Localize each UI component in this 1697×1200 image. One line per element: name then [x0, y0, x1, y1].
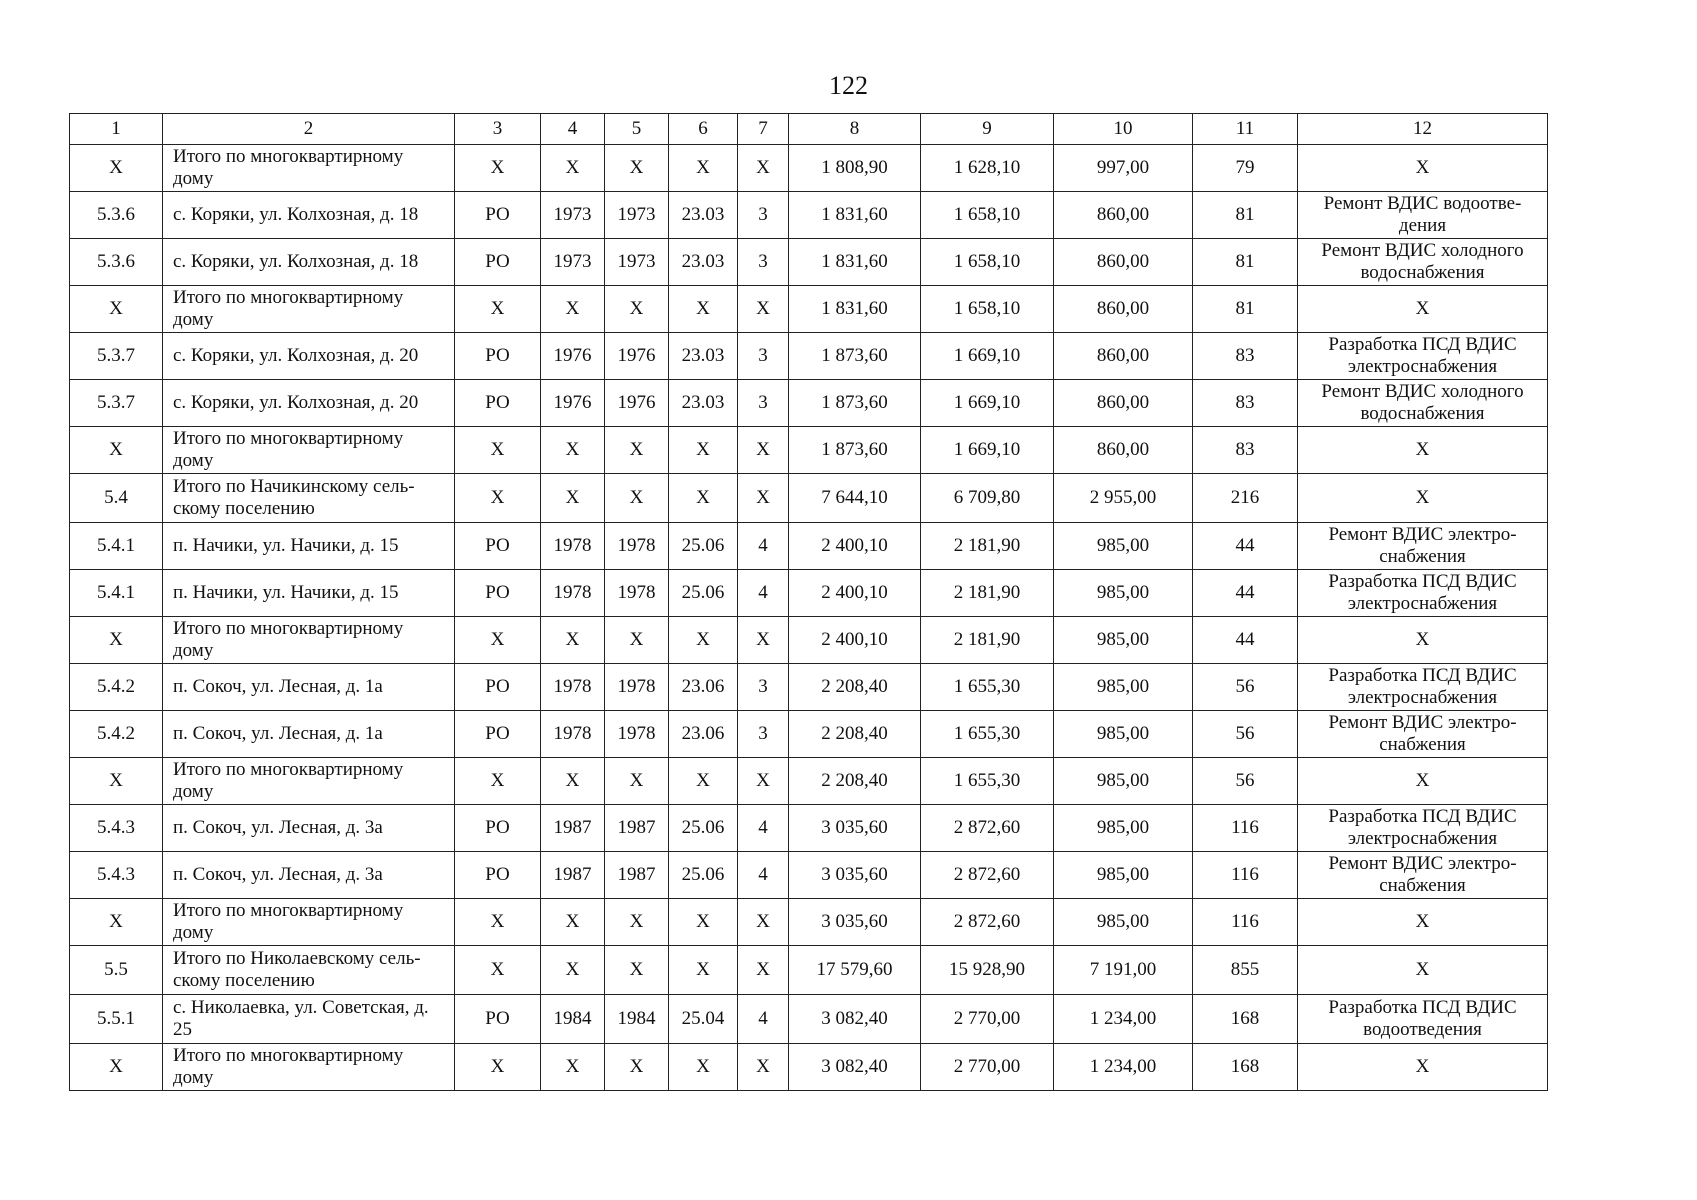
cell-work-type: X: [1298, 286, 1548, 333]
cell-row-number: 5.3.7: [70, 333, 163, 380]
cell-row-number: 5.3.6: [70, 239, 163, 286]
cell-year-built: 1976: [541, 380, 605, 427]
cell-year-built: 1987: [541, 805, 605, 852]
cell-area-total: 2 208,40: [789, 758, 921, 805]
cell-address: п. Сокоч, ул. Лесная, д. 1а: [163, 664, 455, 711]
cell-residents: 168: [1193, 995, 1298, 1044]
cell-floors: 3: [738, 333, 789, 380]
cell-area-total: 2 400,10: [789, 617, 921, 664]
cell-area-living: 1 658,10: [921, 239, 1054, 286]
column-header: 6: [669, 114, 738, 145]
cell-cost: 860,00: [1054, 192, 1193, 239]
cell-type: РО: [455, 805, 541, 852]
cell-year-built: 1984: [541, 995, 605, 1044]
cell-residents: 79: [1193, 145, 1298, 192]
cell-row-number: X: [70, 617, 163, 664]
table-body: [70, 114, 1548, 1091]
cell-code: 25.06: [669, 852, 738, 899]
column-header: 5: [605, 114, 669, 145]
cell-cost: 985,00: [1054, 711, 1193, 758]
cell-code: 23.03: [669, 380, 738, 427]
cell-area-living: 1 655,30: [921, 758, 1054, 805]
cell-year-commissioned: X: [605, 474, 669, 523]
table-row: [70, 474, 1548, 523]
cell-area-living: 1 669,10: [921, 380, 1054, 427]
cell-area-total: 3 082,40: [789, 995, 921, 1044]
cell-floors: X: [738, 899, 789, 946]
cell-year-commissioned: X: [605, 1044, 669, 1091]
cell-code: X: [669, 946, 738, 995]
cell-row-number: 5.4.3: [70, 852, 163, 899]
cell-address: Итого по многоквартирному дому: [163, 758, 455, 805]
cell-code: X: [669, 899, 738, 946]
cell-area-total: 2 400,10: [789, 570, 921, 617]
table-row: [70, 239, 1548, 286]
cell-area-total: 3 082,40: [789, 1044, 921, 1091]
cell-floors: 3: [738, 664, 789, 711]
cell-type: X: [455, 758, 541, 805]
table-row: [70, 523, 1548, 570]
cell-year-built: X: [541, 145, 605, 192]
cell-code: X: [669, 145, 738, 192]
cell-address: Итого по Николаевскому сель-скому поселению: [163, 946, 455, 995]
cell-area-living: 2 181,90: [921, 523, 1054, 570]
cell-area-living: 2 770,00: [921, 995, 1054, 1044]
cell-floors: X: [738, 474, 789, 523]
cell-year-built: X: [541, 946, 605, 995]
cell-area-total: 2 208,40: [789, 664, 921, 711]
cell-year-commissioned: 1978: [605, 570, 669, 617]
cell-area-living: 2 181,90: [921, 570, 1054, 617]
cell-work-type: X: [1298, 1044, 1548, 1091]
cell-address: Итого по многоквартирному дому: [163, 617, 455, 664]
cell-work-type: X: [1298, 946, 1548, 995]
cell-type: X: [455, 617, 541, 664]
cell-code: X: [669, 474, 738, 523]
cell-row-number: 5.4.1: [70, 570, 163, 617]
cell-type: X: [455, 286, 541, 333]
cell-work-type: X: [1298, 617, 1548, 664]
column-header: 2: [163, 114, 455, 145]
cell-year-commissioned: X: [605, 899, 669, 946]
cell-row-number: X: [70, 286, 163, 333]
cell-code: 23.03: [669, 192, 738, 239]
table-row: [70, 192, 1548, 239]
cell-work-type: Ремонт ВДИС электро-снабжения: [1298, 523, 1548, 570]
cell-row-number: 5.3.6: [70, 192, 163, 239]
cell-area-total: 1 831,60: [789, 239, 921, 286]
cell-floors: X: [738, 946, 789, 995]
cell-area-living: 2 872,60: [921, 899, 1054, 946]
cell-type: РО: [455, 570, 541, 617]
cell-area-living: 1 669,10: [921, 333, 1054, 380]
cell-type: РО: [455, 380, 541, 427]
cell-code: 23.06: [669, 711, 738, 758]
cell-cost: 985,00: [1054, 617, 1193, 664]
cell-year-built: X: [541, 899, 605, 946]
cell-area-total: 1 831,60: [789, 192, 921, 239]
cell-address: с. Коряки, ул. Колхозная, д. 20: [163, 380, 455, 427]
column-header: 12: [1298, 114, 1548, 145]
column-number-row: [70, 114, 1548, 145]
cell-work-type: Ремонт ВДИС водоотве-дения: [1298, 192, 1548, 239]
cell-type: РО: [455, 711, 541, 758]
cell-area-living: 1 658,10: [921, 286, 1054, 333]
cell-work-type: Разработка ПСД ВДИС водоотведения: [1298, 995, 1548, 1044]
cell-area-total: 1 873,60: [789, 427, 921, 474]
cell-work-type: X: [1298, 474, 1548, 523]
cell-code: 25.06: [669, 805, 738, 852]
cell-work-type: Ремонт ВДИС электро-снабжения: [1298, 852, 1548, 899]
table-row: [70, 664, 1548, 711]
cell-work-type: X: [1298, 758, 1548, 805]
cell-floors: 4: [738, 995, 789, 1044]
cell-area-living: 6 709,80: [921, 474, 1054, 523]
cell-year-commissioned: 1976: [605, 333, 669, 380]
cell-area-living: 1 655,30: [921, 664, 1054, 711]
cell-floors: X: [738, 427, 789, 474]
table-row: [70, 1044, 1548, 1091]
cell-cost: 985,00: [1054, 899, 1193, 946]
cell-cost: 860,00: [1054, 427, 1193, 474]
cell-type: РО: [455, 239, 541, 286]
cell-year-built: X: [541, 758, 605, 805]
cell-type: X: [455, 427, 541, 474]
cell-residents: 44: [1193, 570, 1298, 617]
cell-floors: 3: [738, 711, 789, 758]
cell-work-type: Ремонт ВДИС холодного водоснабжения: [1298, 380, 1548, 427]
cell-cost: 860,00: [1054, 239, 1193, 286]
table-row: [70, 286, 1548, 333]
cell-residents: 56: [1193, 664, 1298, 711]
cell-area-total: 7 644,10: [789, 474, 921, 523]
column-header: 11: [1193, 114, 1298, 145]
cell-row-number: 5.5.1: [70, 995, 163, 1044]
cell-address: Итого по многоквартирному дому: [163, 1044, 455, 1091]
column-header: 7: [738, 114, 789, 145]
cell-address: Итого по Начикинскому сель-скому поселению: [163, 474, 455, 523]
cell-year-built: X: [541, 1044, 605, 1091]
cell-cost: 860,00: [1054, 286, 1193, 333]
cell-address: Итого по многоквартирному дому: [163, 286, 455, 333]
cell-year-built: 1978: [541, 570, 605, 617]
cell-code: 23.03: [669, 333, 738, 380]
cell-residents: 81: [1193, 239, 1298, 286]
cell-year-built: 1973: [541, 239, 605, 286]
cell-year-commissioned: 1978: [605, 523, 669, 570]
cell-residents: 81: [1193, 286, 1298, 333]
cell-work-type: Разработка ПСД ВДИС электроснабжения: [1298, 805, 1548, 852]
cell-floors: 3: [738, 380, 789, 427]
table-row: [70, 145, 1548, 192]
cell-floors: X: [738, 145, 789, 192]
cell-year-built: 1987: [541, 852, 605, 899]
cell-floors: 4: [738, 523, 789, 570]
cell-area-total: 1 873,60: [789, 333, 921, 380]
cell-year-built: 1973: [541, 192, 605, 239]
cell-residents: 168: [1193, 1044, 1298, 1091]
cell-work-type: Разработка ПСД ВДИС электроснабжения: [1298, 570, 1548, 617]
cell-area-total: 3 035,60: [789, 852, 921, 899]
column-header: 4: [541, 114, 605, 145]
cell-code: X: [669, 617, 738, 664]
cell-year-commissioned: 1984: [605, 995, 669, 1044]
cell-year-commissioned: X: [605, 946, 669, 995]
cell-year-commissioned: X: [605, 286, 669, 333]
cell-year-built: X: [541, 474, 605, 523]
cell-row-number: 5.4: [70, 474, 163, 523]
cell-residents: 216: [1193, 474, 1298, 523]
cell-code: 23.06: [669, 664, 738, 711]
cell-area-total: 17 579,60: [789, 946, 921, 995]
cell-row-number: 5.4.2: [70, 664, 163, 711]
cell-year-built: X: [541, 617, 605, 664]
cell-year-commissioned: 1976: [605, 380, 669, 427]
cell-area-living: 15 928,90: [921, 946, 1054, 995]
cell-cost: 985,00: [1054, 570, 1193, 617]
cell-residents: 83: [1193, 380, 1298, 427]
cell-type: РО: [455, 852, 541, 899]
cell-code: X: [669, 1044, 738, 1091]
cell-type: X: [455, 946, 541, 995]
cell-floors: 4: [738, 805, 789, 852]
table-row: [70, 333, 1548, 380]
cell-address: п. Сокоч, ул. Лесная, д. 1а: [163, 711, 455, 758]
cell-floors: X: [738, 758, 789, 805]
cell-row-number: 5.4.1: [70, 523, 163, 570]
cell-residents: 855: [1193, 946, 1298, 995]
cell-code: X: [669, 758, 738, 805]
cell-area-total: 1 873,60: [789, 380, 921, 427]
cell-row-number: 5.4.3: [70, 805, 163, 852]
table-row: [70, 570, 1548, 617]
column-header: 3: [455, 114, 541, 145]
cell-type: X: [455, 145, 541, 192]
cell-cost: 1 234,00: [1054, 995, 1193, 1044]
cell-code: X: [669, 427, 738, 474]
cell-residents: 56: [1193, 711, 1298, 758]
table-row: [70, 427, 1548, 474]
cell-type: X: [455, 474, 541, 523]
column-header: 10: [1054, 114, 1193, 145]
cell-area-total: 3 035,60: [789, 805, 921, 852]
cell-area-total: 2 208,40: [789, 711, 921, 758]
cell-year-commissioned: 1978: [605, 664, 669, 711]
cell-type: РО: [455, 333, 541, 380]
cell-work-type: X: [1298, 427, 1548, 474]
cell-area-living: 2 181,90: [921, 617, 1054, 664]
table-row: [70, 617, 1548, 664]
page-number: 122: [829, 71, 868, 100]
cell-year-commissioned: 1973: [605, 239, 669, 286]
cell-area-living: 2 872,60: [921, 852, 1054, 899]
cell-residents: 116: [1193, 899, 1298, 946]
cell-floors: 4: [738, 852, 789, 899]
cell-type: X: [455, 1044, 541, 1091]
table-row: [70, 995, 1548, 1044]
cell-year-commissioned: X: [605, 758, 669, 805]
cell-cost: 1 234,00: [1054, 1044, 1193, 1091]
cell-address: Итого по многоквартирному дому: [163, 899, 455, 946]
cell-area-total: 1 808,90: [789, 145, 921, 192]
cell-floors: X: [738, 286, 789, 333]
cell-area-living: 2 770,00: [921, 1044, 1054, 1091]
cell-year-built: 1978: [541, 711, 605, 758]
cell-cost: 985,00: [1054, 852, 1193, 899]
cell-code: 25.06: [669, 523, 738, 570]
cell-cost: 985,00: [1054, 758, 1193, 805]
cell-floors: 3: [738, 192, 789, 239]
column-header: 1: [70, 114, 163, 145]
table-row: [70, 711, 1548, 758]
register-table: [69, 113, 1548, 1091]
cell-area-living: 1 628,10: [921, 145, 1054, 192]
cell-cost: 997,00: [1054, 145, 1193, 192]
cell-row-number: 5.4.2: [70, 711, 163, 758]
cell-cost: 985,00: [1054, 664, 1193, 711]
cell-cost: 985,00: [1054, 805, 1193, 852]
cell-year-commissioned: 1987: [605, 852, 669, 899]
table-row: [70, 380, 1548, 427]
cell-address: Итого по многоквартирному дому: [163, 145, 455, 192]
cell-floors: 4: [738, 570, 789, 617]
cell-address: п. Сокоч, ул. Лесная, д. 3а: [163, 805, 455, 852]
cell-residents: 44: [1193, 617, 1298, 664]
cell-address: п. Начики, ул. Начики, д. 15: [163, 570, 455, 617]
cell-year-commissioned: X: [605, 145, 669, 192]
cell-year-commissioned: 1973: [605, 192, 669, 239]
cell-residents: 83: [1193, 427, 1298, 474]
cell-row-number: X: [70, 1044, 163, 1091]
cell-year-built: 1976: [541, 333, 605, 380]
column-header: 9: [921, 114, 1054, 145]
cell-address: с. Коряки, ул. Колхозная, д. 18: [163, 192, 455, 239]
cell-year-commissioned: X: [605, 617, 669, 664]
cell-address: с. Коряки, ул. Колхозная, д. 18: [163, 239, 455, 286]
cell-work-type: Разработка ПСД ВДИС электроснабжения: [1298, 333, 1548, 380]
cell-row-number: X: [70, 758, 163, 805]
cell-work-type: Ремонт ВДИС электро-снабжения: [1298, 711, 1548, 758]
cell-area-living: 1 669,10: [921, 427, 1054, 474]
cell-cost: 2 955,00: [1054, 474, 1193, 523]
cell-work-type: Разработка ПСД ВДИС электроснабжения: [1298, 664, 1548, 711]
cell-row-number: 5.3.7: [70, 380, 163, 427]
cell-address: п. Начики, ул. Начики, д. 15: [163, 523, 455, 570]
cell-cost: 985,00: [1054, 523, 1193, 570]
cell-area-living: 1 658,10: [921, 192, 1054, 239]
cell-residents: 116: [1193, 852, 1298, 899]
cell-type: X: [455, 899, 541, 946]
cell-residents: 44: [1193, 523, 1298, 570]
cell-floors: X: [738, 1044, 789, 1091]
cell-area-living: 2 872,60: [921, 805, 1054, 852]
table-row: [70, 946, 1548, 995]
cell-residents: 116: [1193, 805, 1298, 852]
column-header: 8: [789, 114, 921, 145]
cell-address: с. Николаевка, ул. Советская, д. 25: [163, 995, 455, 1044]
cell-work-type: Ремонт ВДИС холодного водоснабжения: [1298, 239, 1548, 286]
cell-type: РО: [455, 192, 541, 239]
cell-cost: 7 191,00: [1054, 946, 1193, 995]
cell-year-commissioned: X: [605, 427, 669, 474]
cell-floors: 3: [738, 239, 789, 286]
table-row: [70, 899, 1548, 946]
cell-address: Итого по многоквартирному дому: [163, 427, 455, 474]
cell-type: РО: [455, 664, 541, 711]
cell-year-built: 1978: [541, 664, 605, 711]
cell-residents: 83: [1193, 333, 1298, 380]
cell-row-number: X: [70, 427, 163, 474]
cell-cost: 860,00: [1054, 333, 1193, 380]
cell-residents: 56: [1193, 758, 1298, 805]
cell-row-number: 5.5: [70, 946, 163, 995]
cell-year-commissioned: 1978: [605, 711, 669, 758]
table-row: [70, 852, 1548, 899]
cell-area-living: 1 655,30: [921, 711, 1054, 758]
table-row: [70, 805, 1548, 852]
cell-code: 23.03: [669, 239, 738, 286]
cell-work-type: X: [1298, 899, 1548, 946]
cell-row-number: X: [70, 899, 163, 946]
cell-type: РО: [455, 523, 541, 570]
table-row: [70, 758, 1548, 805]
cell-cost: 860,00: [1054, 380, 1193, 427]
cell-floors: X: [738, 617, 789, 664]
cell-area-total: 2 400,10: [789, 523, 921, 570]
cell-address: п. Сокоч, ул. Лесная, д. 3а: [163, 852, 455, 899]
cell-type: РО: [455, 995, 541, 1044]
cell-year-built: X: [541, 286, 605, 333]
cell-code: 25.04: [669, 995, 738, 1044]
cell-address: с. Коряки, ул. Колхозная, д. 20: [163, 333, 455, 380]
cell-year-built: X: [541, 427, 605, 474]
cell-residents: 81: [1193, 192, 1298, 239]
cell-year-built: 1978: [541, 523, 605, 570]
cell-row-number: X: [70, 145, 163, 192]
cell-area-total: 3 035,60: [789, 899, 921, 946]
cell-area-total: 1 831,60: [789, 286, 921, 333]
cell-work-type: X: [1298, 145, 1548, 192]
cell-year-commissioned: 1987: [605, 805, 669, 852]
cell-code: 25.06: [669, 570, 738, 617]
cell-code: X: [669, 286, 738, 333]
